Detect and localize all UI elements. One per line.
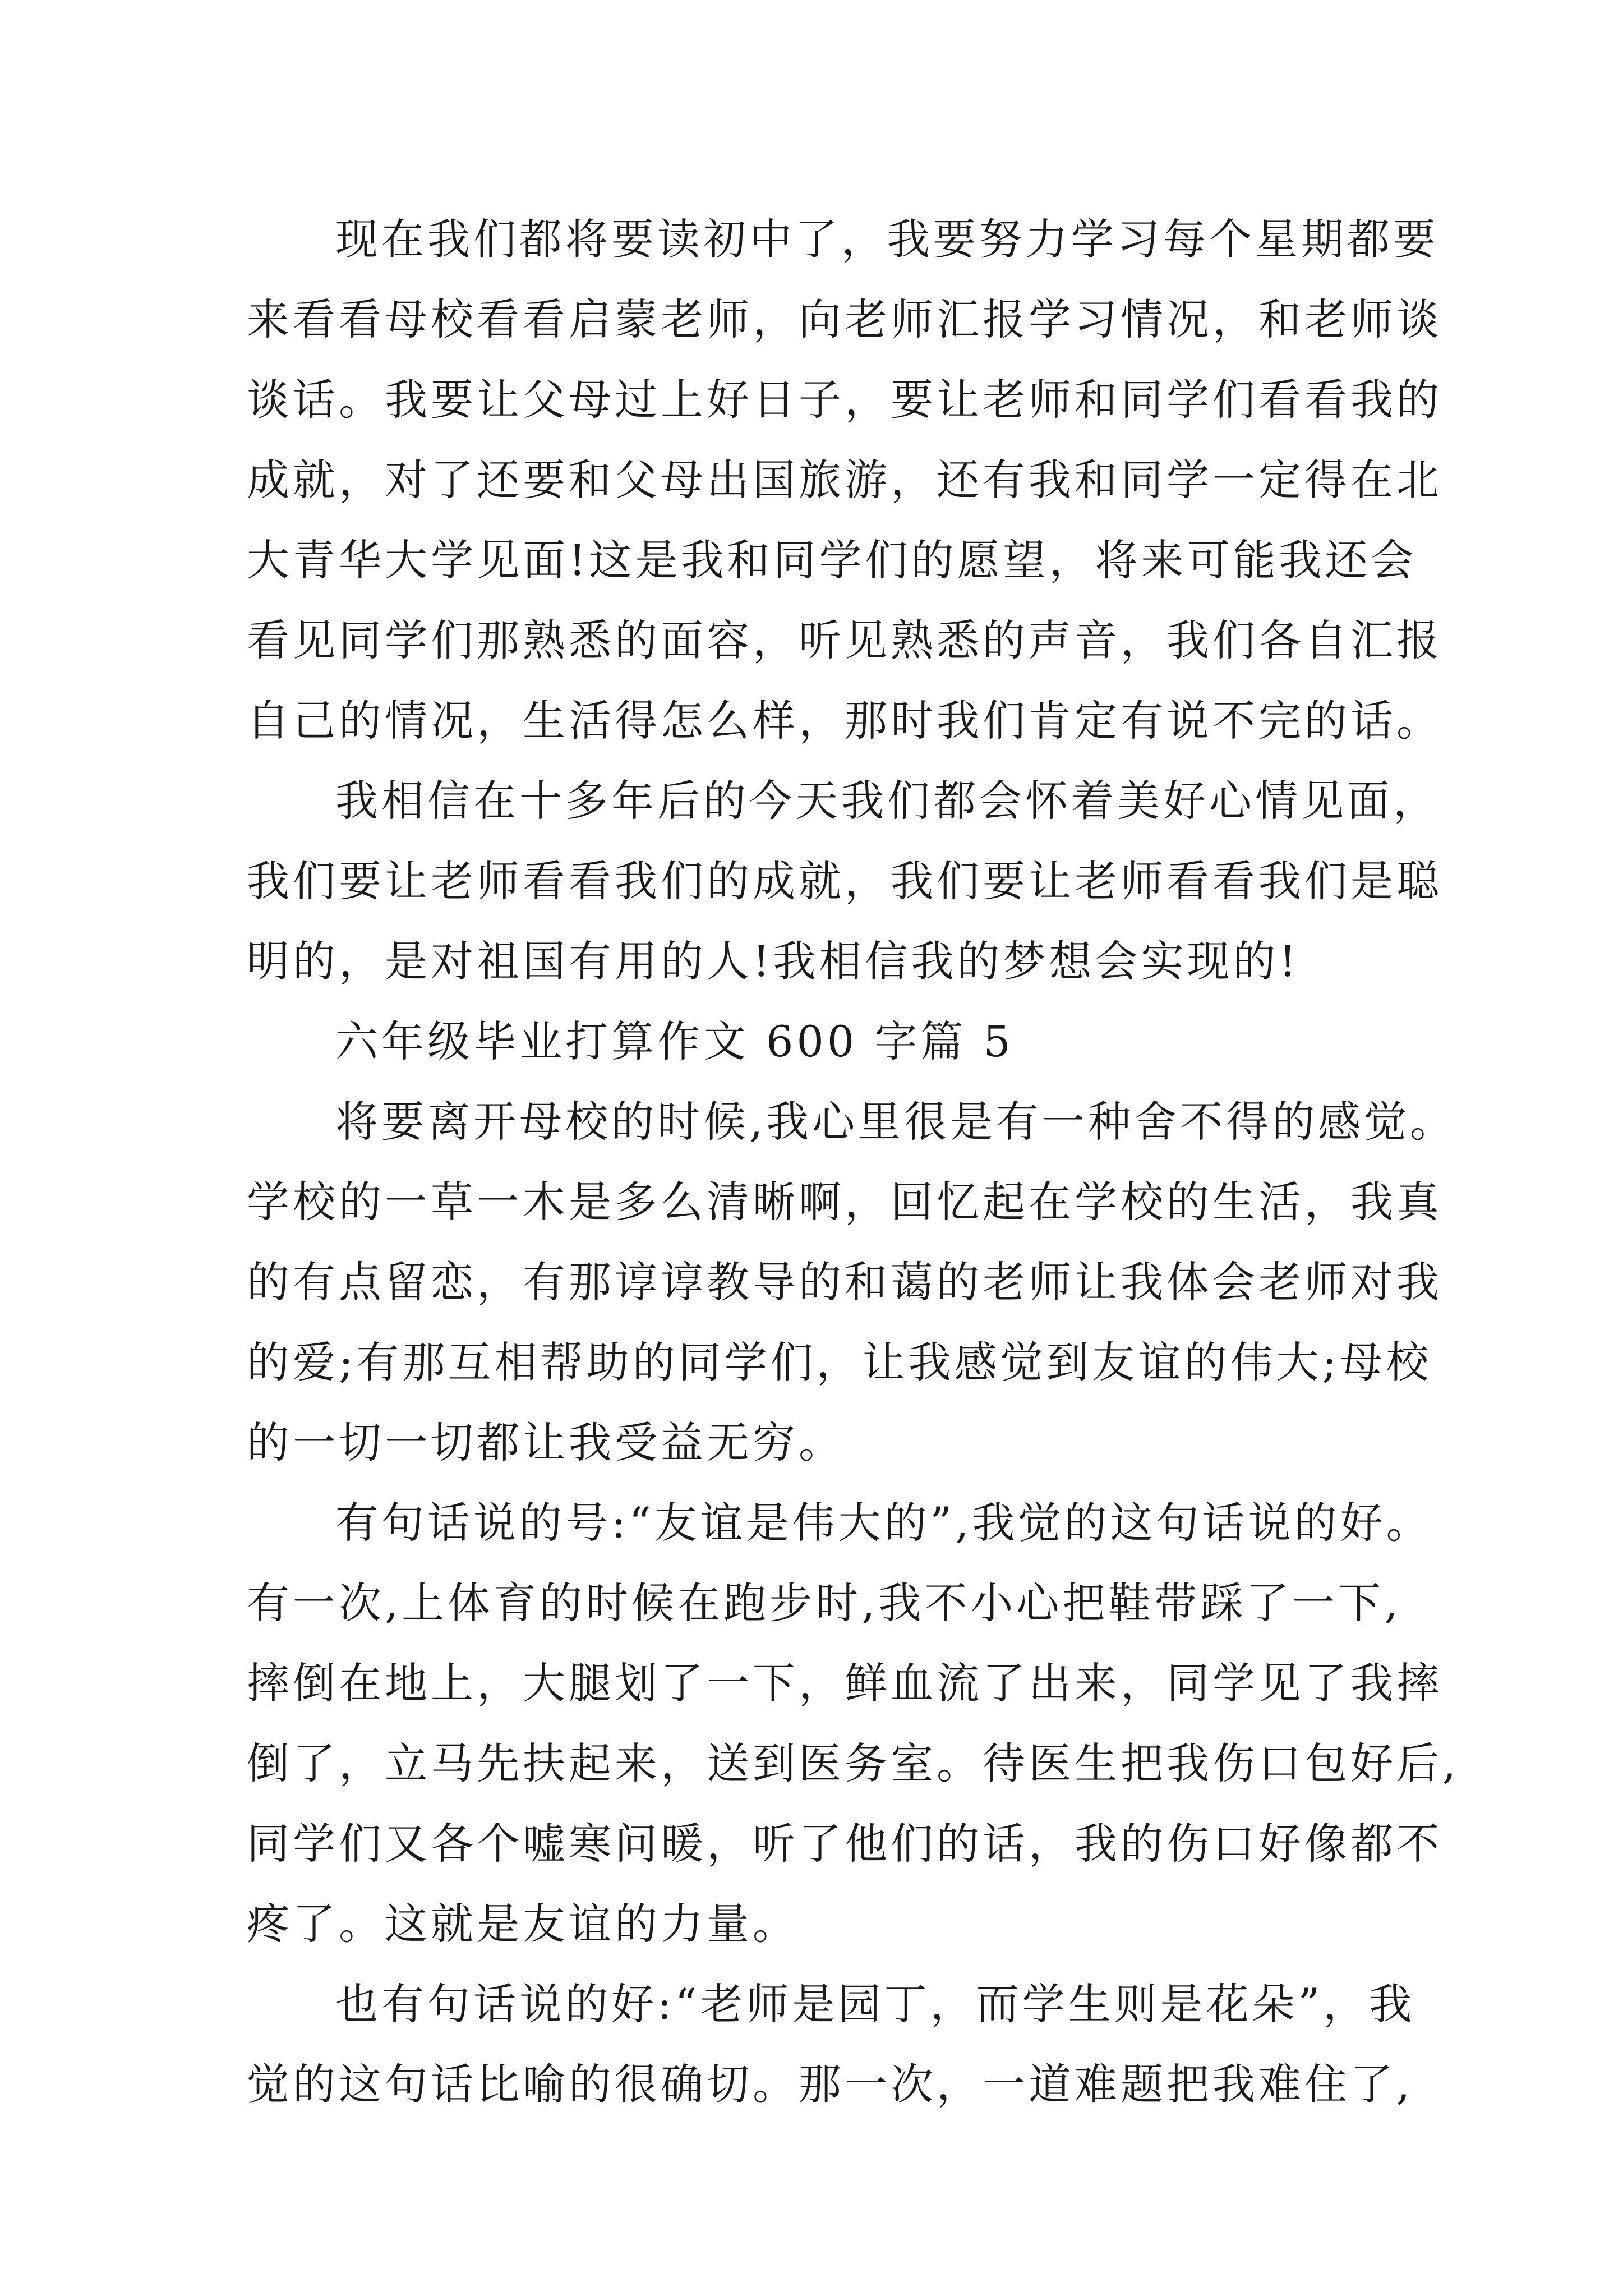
essay-line: 也有句话说的好:“老师是园丁，而学生则是花朵”，我: [335, 1979, 1415, 2029]
essay-line: 的一切一切都让我受益无穷。: [247, 1418, 845, 1467]
essay-line: 摔倒在地上，大腿划了一下，鲜血流了出来，同学见了我摔: [247, 1658, 1442, 1708]
section-heading: 六年级毕业打算作文 600 字篇 5: [335, 1016, 1014, 1066]
essay-line: 现在我们都将要读初中了，我要努力学习每个星期都要: [335, 214, 1439, 264]
essay-body: [247, 199, 1460, 2124]
essay-line: 学校的一草一木是多么清晰啊，回忆起在学校的生活，我真: [247, 1177, 1442, 1227]
essay-line: 成就，对了还要和父母出国旅游，还有我和同学一定得在北: [247, 455, 1442, 505]
essay-line: 的爱;有那互相帮助的同学们，让我感觉到友谊的伟大;母校: [247, 1337, 1432, 1387]
essay-line: 明的，是对祖国有用的人!我相信我的梦想会实现的!: [247, 936, 1300, 986]
essay-line: 有一次,上体育的时候在跑步时,我不小心把鞋带踩了一下,: [247, 1578, 1401, 1628]
essay-line: 自己的情况，生活得怎么样，那时我们肯定有说不完的话。: [247, 696, 1442, 746]
essay-line: 将要离开母校的时候,我心里很是有一种舍不得的感觉。: [335, 1097, 1456, 1147]
essay-line: 谈话。我要让父母过上好日子，要让老师和同学们看看我的: [247, 375, 1442, 425]
essay-line: 来看看母校看看启蒙老师，向老师汇报学习情况，和老师谈: [247, 295, 1442, 344]
essay-line: 倒了，立马先扶起来，送到医务室。待医生把我伤口包好后,: [247, 1738, 1460, 1788]
essay-line: 我们要让老师看看我们的成就，我们要让老师看看我们是聪: [247, 856, 1442, 906]
essay-line: 的有点留恋，有那谆谆教导的和蔼的老师让我体会老师对我: [247, 1257, 1442, 1307]
essay-line: 有句话说的号:“友谊是伟大的”,我觉的这句话说的好。: [335, 1498, 1432, 1548]
essay-line: 我相信在十多年后的今天我们都会怀着美好心情见面，: [335, 776, 1439, 826]
essay-line: 疼了。这就是友谊的力量。: [247, 1899, 799, 1949]
essay-line: 觉的这句话比喻的很确切。那一次，一道难题把我难住了,: [247, 2059, 1414, 2109]
essay-line: 看见同学们那熟悉的面容，听见熟悉的声音，我们各自汇报: [247, 615, 1442, 665]
essay-line: 同学们又各个嘘寒问暖，听了他们的话，我的伤口好像都不: [247, 1819, 1442, 1869]
essay-line: 大青华大学见面!这是我和同学们的愿望，将来可能我还会: [247, 535, 1417, 585]
